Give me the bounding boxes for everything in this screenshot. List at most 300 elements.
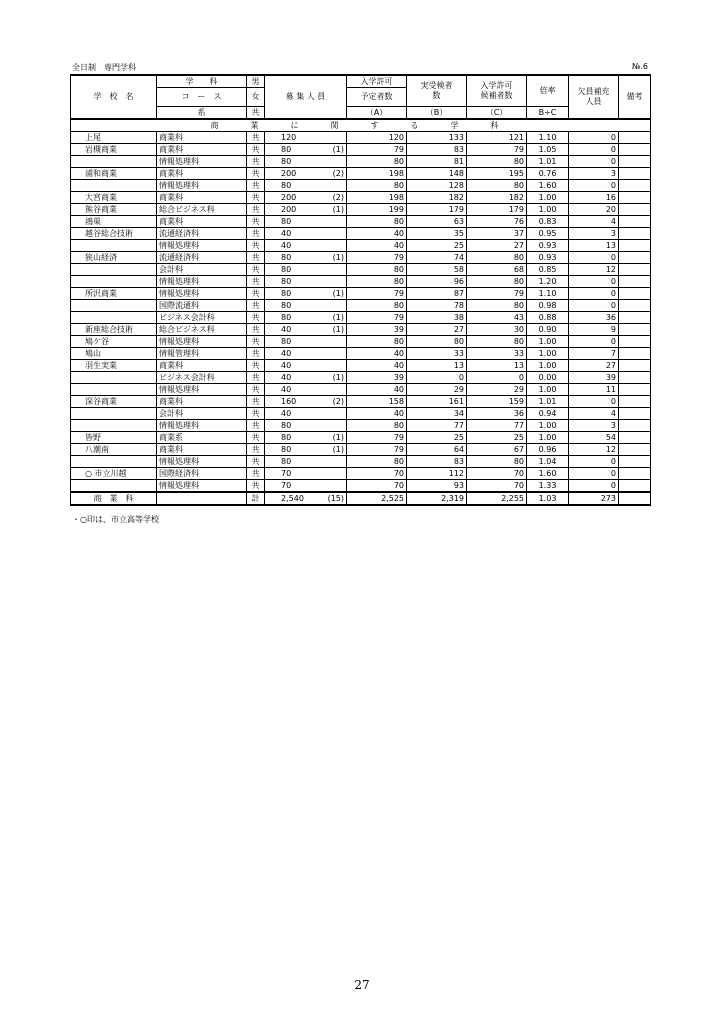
recruit-paren: (1) (332, 432, 344, 442)
table-row (71, 180, 651, 192)
cell-course: 商業科 (157, 396, 247, 408)
cell-vac: 0 (569, 480, 619, 493)
cell-sex: 共 (247, 240, 265, 252)
table-row (71, 384, 651, 396)
cell-ratio: 0.96 (527, 444, 569, 456)
cell-b: 35 (407, 228, 467, 240)
cell-remarks (619, 216, 651, 228)
table-row (71, 480, 651, 493)
recruit-value: 70 (281, 468, 292, 478)
total-vac: 273 (569, 492, 619, 505)
cell-c: 80 (467, 336, 527, 348)
cell-sex: 共 (247, 180, 265, 192)
recruit-value: 160 (281, 396, 297, 406)
table-row (71, 252, 651, 264)
cell-remarks (619, 468, 651, 480)
cell-course: 商業科 (157, 144, 247, 156)
cell-b: 63 (407, 216, 467, 228)
section-title: 商 業 に 関 す る 学 科 (71, 119, 651, 132)
col-cand-top (467, 75, 527, 107)
cell-b: 64 (407, 444, 467, 456)
cell-b: 27 (407, 324, 467, 336)
cell-remarks (619, 156, 651, 168)
col-sex-mid: 女 (247, 88, 265, 107)
recruit-value: 40 (281, 240, 292, 250)
cell-school (71, 264, 157, 276)
footnote: ・○印は、市立高等学校 (72, 515, 159, 524)
col-vacancy (569, 75, 619, 119)
cell-ratio: 1.00 (527, 204, 569, 216)
cell-sex: 共 (247, 264, 265, 276)
cell-vac: 36 (569, 312, 619, 324)
recruit-paren: (1) (332, 252, 344, 262)
recruit-value: 40 (281, 408, 292, 418)
cell-course: 商業科 (157, 216, 247, 228)
recruit-paren: (2) (332, 192, 344, 202)
recruit-value: 80 (281, 420, 292, 430)
cell-b: 179 (407, 204, 467, 216)
cell-c: 80 (467, 276, 527, 288)
cell-sex: 共 (247, 228, 265, 240)
cell-b: 74 (407, 252, 467, 264)
recruit-paren: (1) (332, 288, 344, 298)
total-remarks (619, 492, 651, 505)
recruit-value: 80 (281, 144, 292, 154)
cell-ratio: 1.00 (527, 348, 569, 360)
cell-ratio: 1.10 (527, 288, 569, 300)
cell-a: 80 (347, 300, 407, 312)
cell-a: 39 (347, 372, 407, 384)
cell-course: 商業科 (157, 444, 247, 456)
cell-course: 情報管理科 (157, 348, 247, 360)
recruit-value: 40 (281, 348, 292, 358)
cell-ratio: 1.00 (527, 336, 569, 348)
cell-course: 総合ビジネス科 (157, 324, 247, 336)
cell-sex: 共 (247, 324, 265, 336)
recruit-value: 80 (281, 336, 292, 346)
table-row (71, 432, 651, 444)
col-cand-bot: （C） (467, 107, 527, 120)
cell-recruit (265, 180, 347, 192)
cell-a: 80 (347, 216, 407, 228)
cell-sex: 共 (247, 420, 265, 432)
cell-a: 79 (347, 252, 407, 264)
col-school: 学 校 名 (71, 75, 157, 119)
cell-recruit (265, 240, 347, 252)
cell-course: 総合ビジネス科 (157, 204, 247, 216)
cell-vac: 0 (569, 300, 619, 312)
cell-b: 0 (407, 372, 467, 384)
total-recruit (265, 492, 347, 505)
cell-remarks (619, 324, 651, 336)
cell-a: 70 (347, 468, 407, 480)
cell-school: 鳩山 (71, 348, 157, 360)
cell-c: 80 (467, 156, 527, 168)
cell-school: 浦和商業 (71, 168, 157, 180)
recruit-value: 120 (281, 132, 297, 142)
cell-c: 68 (467, 264, 527, 276)
cell-c: 67 (467, 444, 527, 456)
cell-ratio: 1.00 (527, 420, 569, 432)
cell-b: 25 (407, 240, 467, 252)
cell-remarks (619, 444, 651, 456)
total-b: 2,319 (407, 492, 467, 505)
col-vac-line1: 欠員補充 (577, 87, 610, 96)
total-recruit-value: 2,540 (281, 493, 304, 503)
cell-recruit (265, 156, 347, 168)
cell-recruit (265, 168, 347, 180)
table-row (71, 324, 651, 336)
cell-sex: 共 (247, 480, 265, 493)
cell-vac: 0 (569, 144, 619, 156)
cell-vac: 9 (569, 324, 619, 336)
cell-sex: 共 (247, 456, 265, 468)
cell-c: 76 (467, 216, 527, 228)
cell-school (71, 312, 157, 324)
recruit-value: 80 (281, 300, 292, 310)
cell-sex: 共 (247, 300, 265, 312)
col-exam-top (407, 75, 467, 107)
col-course-mid: コ ー ス (157, 88, 247, 107)
cell-school (71, 408, 157, 420)
cell-a: 40 (347, 360, 407, 372)
cell-recruit (265, 276, 347, 288)
col-sex-bot: 共 (247, 107, 265, 120)
cell-sex: 共 (247, 312, 265, 324)
cell-recruit (265, 336, 347, 348)
recruit-value: 40 (281, 360, 292, 370)
cell-vac: 12 (569, 444, 619, 456)
col-exam-line2: 数 (432, 91, 441, 100)
table-row (71, 336, 651, 348)
col-course-bot: 系 (157, 107, 247, 120)
cell-ratio: 1.05 (527, 144, 569, 156)
cell-school (71, 156, 157, 168)
cell-a: 39 (347, 324, 407, 336)
cell-recruit (265, 360, 347, 372)
cell-vac: 0 (569, 396, 619, 408)
cell-a: 80 (347, 456, 407, 468)
cell-recruit (265, 468, 347, 480)
cell-recruit (265, 456, 347, 468)
cell-b: 58 (407, 264, 467, 276)
cell-vac: 0 (569, 276, 619, 288)
col-cand-line2: 候補者数 (480, 91, 513, 100)
cell-course: 商業科 (157, 168, 247, 180)
col-exam-bot: （B） (407, 107, 467, 120)
cell-school: 八潮南 (71, 444, 157, 456)
cell-c: 37 (467, 228, 527, 240)
cell-recruit (265, 264, 347, 276)
cell-vac: 7 (569, 348, 619, 360)
cell-a: 198 (347, 168, 407, 180)
col-recruit: 募 集 人 員 (265, 75, 347, 119)
recruit-value: 80 (281, 264, 292, 274)
recruit-value: 40 (281, 228, 292, 238)
cell-remarks (619, 180, 651, 192)
cell-remarks (619, 228, 651, 240)
cell-b: 33 (407, 348, 467, 360)
col-plan-bot: （A） (347, 107, 407, 120)
cell-vac: 4 (569, 216, 619, 228)
cell-ratio: 0.00 (527, 372, 569, 384)
cell-c: 179 (467, 204, 527, 216)
cell-c: 159 (467, 396, 527, 408)
cell-recruit (265, 252, 347, 264)
cell-c: 80 (467, 180, 527, 192)
cell-school: 大宮商業 (71, 192, 157, 204)
table-row (71, 312, 651, 324)
cell-school: 新座総合技術 (71, 324, 157, 336)
table-row (71, 216, 651, 228)
table-row (71, 396, 651, 408)
cell-c: 121 (467, 132, 527, 144)
recruit-paren: (2) (332, 168, 344, 178)
cell-course: 商業科 (157, 192, 247, 204)
cell-remarks (619, 300, 651, 312)
table-row (71, 420, 651, 432)
cell-a: 80 (347, 276, 407, 288)
cell-course: 商業科 (157, 132, 247, 144)
total-label: 商 業 科 (71, 492, 157, 505)
col-cand-line1: 入学許可 (480, 81, 513, 90)
cell-c: 80 (467, 456, 527, 468)
cell-sex: 共 (247, 276, 265, 288)
cell-a: 40 (347, 228, 407, 240)
cell-vac: 4 (569, 408, 619, 420)
page-id: №.6 (632, 62, 648, 71)
table-header (71, 75, 651, 132)
cell-recruit (265, 132, 347, 144)
cell-sex: 共 (247, 468, 265, 480)
cell-remarks (619, 480, 651, 493)
cell-school: 上尾 (71, 132, 157, 144)
cell-ratio: 0.88 (527, 312, 569, 324)
total-sex: 計 (247, 492, 265, 505)
cell-remarks (619, 288, 651, 300)
recruit-value: 40 (281, 372, 292, 382)
cell-sex: 共 (247, 144, 265, 156)
cell-vac: 13 (569, 240, 619, 252)
cell-recruit (265, 312, 347, 324)
cell-sex: 共 (247, 432, 265, 444)
cell-sex: 共 (247, 132, 265, 144)
cell-sex: 共 (247, 288, 265, 300)
table-row (71, 264, 651, 276)
cell-vac: 3 (569, 168, 619, 180)
cell-course: 情報処理科 (157, 156, 247, 168)
col-plan-top: 入学許可 (347, 75, 407, 88)
cell-ratio: 1.00 (527, 360, 569, 372)
cell-b: 96 (407, 276, 467, 288)
cell-b: 25 (407, 432, 467, 444)
cell-c: 77 (467, 420, 527, 432)
col-ratio: 倍率 (527, 75, 569, 107)
cell-a: 79 (347, 444, 407, 456)
table-row (71, 228, 651, 240)
cell-sex: 共 (247, 384, 265, 396)
cell-recruit (265, 420, 347, 432)
cell-course: 情報処理科 (157, 288, 247, 300)
cell-a: 80 (347, 180, 407, 192)
cell-sex: 共 (247, 252, 265, 264)
cell-school: 狭山経済 (71, 252, 157, 264)
cell-remarks (619, 408, 651, 420)
cell-vac: 0 (569, 456, 619, 468)
cell-recruit (265, 408, 347, 420)
cell-recruit (265, 348, 347, 360)
recruit-value: 200 (281, 192, 297, 202)
cell-b: 83 (407, 144, 467, 156)
cell-recruit (265, 324, 347, 336)
cell-recruit (265, 144, 347, 156)
cell-course: 会計科 (157, 264, 247, 276)
cell-recruit (265, 480, 347, 493)
table-total (71, 492, 651, 505)
cell-vac: 27 (569, 360, 619, 372)
cell-sex: 共 (247, 192, 265, 204)
table-row (71, 408, 651, 420)
recruit-value: 80 (281, 312, 292, 322)
total-a: 2,525 (347, 492, 407, 505)
cell-a: 198 (347, 192, 407, 204)
cell-school: 深谷商業 (71, 396, 157, 408)
cell-a: 80 (347, 264, 407, 276)
cell-b: 38 (407, 312, 467, 324)
cell-b: 87 (407, 288, 467, 300)
table-body (71, 132, 651, 493)
cell-a: 79 (347, 288, 407, 300)
cell-ratio: 1.20 (527, 276, 569, 288)
cell-school: 鴻巣 (71, 216, 157, 228)
cell-remarks (619, 396, 651, 408)
table-row (71, 168, 651, 180)
cell-remarks (619, 372, 651, 384)
col-plan-mid: 予定者数 (347, 88, 407, 107)
cell-b: 77 (407, 420, 467, 432)
cell-vac: 3 (569, 420, 619, 432)
cell-b: 80 (407, 336, 467, 348)
cell-recruit (265, 372, 347, 384)
cell-a: 79 (347, 312, 407, 324)
cell-course: 情報処理科 (157, 276, 247, 288)
total-c: 2,255 (467, 492, 527, 505)
cell-a: 79 (347, 144, 407, 156)
cell-recruit (265, 396, 347, 408)
cell-course: 国際経済科 (157, 468, 247, 480)
cell-ratio: 1.00 (527, 384, 569, 396)
cell-vac: 39 (569, 372, 619, 384)
cell-recruit (265, 204, 347, 216)
recruit-value: 80 (281, 432, 292, 442)
cell-b: 81 (407, 156, 467, 168)
cell-remarks (619, 432, 651, 444)
cell-remarks (619, 360, 651, 372)
recruit-value: 80 (281, 180, 292, 190)
total-course (157, 492, 247, 505)
cell-c: 13 (467, 360, 527, 372)
cell-remarks (619, 312, 651, 324)
cell-remarks (619, 348, 651, 360)
cell-vac: 3 (569, 228, 619, 240)
recruit-value: 70 (281, 480, 292, 490)
recruit-value: 40 (281, 324, 292, 334)
cell-c: 33 (467, 348, 527, 360)
cell-vac: 20 (569, 204, 619, 216)
cell-course: 情報処理科 (157, 384, 247, 396)
cell-ratio: 1.01 (527, 156, 569, 168)
cell-course: 情報処理科 (157, 180, 247, 192)
cell-sex: 共 (247, 348, 265, 360)
cell-course: 会計科 (157, 408, 247, 420)
cell-vac: 0 (569, 180, 619, 192)
cell-ratio: 0.95 (527, 228, 569, 240)
cell-c: 79 (467, 288, 527, 300)
cell-c: 27 (467, 240, 527, 252)
recruit-value: 80 (281, 156, 292, 166)
cell-remarks (619, 384, 651, 396)
cell-remarks (619, 276, 651, 288)
cell-a: 79 (347, 432, 407, 444)
col-course-top: 学 科 (157, 75, 247, 88)
cell-course: 商業科 (157, 360, 247, 372)
cell-b: 112 (407, 468, 467, 480)
cell-a: 199 (347, 204, 407, 216)
cell-vac: 0 (569, 156, 619, 168)
table-row (71, 348, 651, 360)
cell-course: ビジネス会計科 (157, 312, 247, 324)
cell-b: 93 (407, 480, 467, 493)
table-row (71, 192, 651, 204)
cell-vac: 0 (569, 132, 619, 144)
recruit-paren: (1) (332, 324, 344, 334)
cell-school (71, 456, 157, 468)
cell-c: 195 (467, 168, 527, 180)
cell-b: 78 (407, 300, 467, 312)
cell-vac: 0 (569, 252, 619, 264)
cell-vac: 11 (569, 384, 619, 396)
cell-ratio: 1.10 (527, 132, 569, 144)
cell-sex: 共 (247, 204, 265, 216)
cell-b: 34 (407, 408, 467, 420)
cell-sex: 共 (247, 168, 265, 180)
cell-vac: 0 (569, 288, 619, 300)
table-row (71, 240, 651, 252)
cell-a: 80 (347, 420, 407, 432)
cell-sex: 共 (247, 372, 265, 384)
cell-ratio: 1.04 (527, 456, 569, 468)
table-row (71, 300, 651, 312)
cell-ratio: 0.93 (527, 252, 569, 264)
cell-course: 国際流通科 (157, 300, 247, 312)
cell-ratio: 0.83 (527, 216, 569, 228)
cell-ratio: 0.85 (527, 264, 569, 276)
cell-sex: 共 (247, 396, 265, 408)
cell-course: 情報処理科 (157, 336, 247, 348)
cell-b: 29 (407, 384, 467, 396)
col-vac-line2: 人員 (585, 97, 602, 106)
recruit-value: 80 (281, 276, 292, 286)
cell-a: 70 (347, 480, 407, 493)
cell-remarks (619, 144, 651, 156)
cell-ratio: 0.93 (527, 240, 569, 252)
cell-remarks (619, 456, 651, 468)
cell-course: 情報処理科 (157, 480, 247, 493)
cell-sex: 共 (247, 408, 265, 420)
cell-remarks (619, 240, 651, 252)
cell-ratio: 1.00 (527, 432, 569, 444)
cell-c: 29 (467, 384, 527, 396)
